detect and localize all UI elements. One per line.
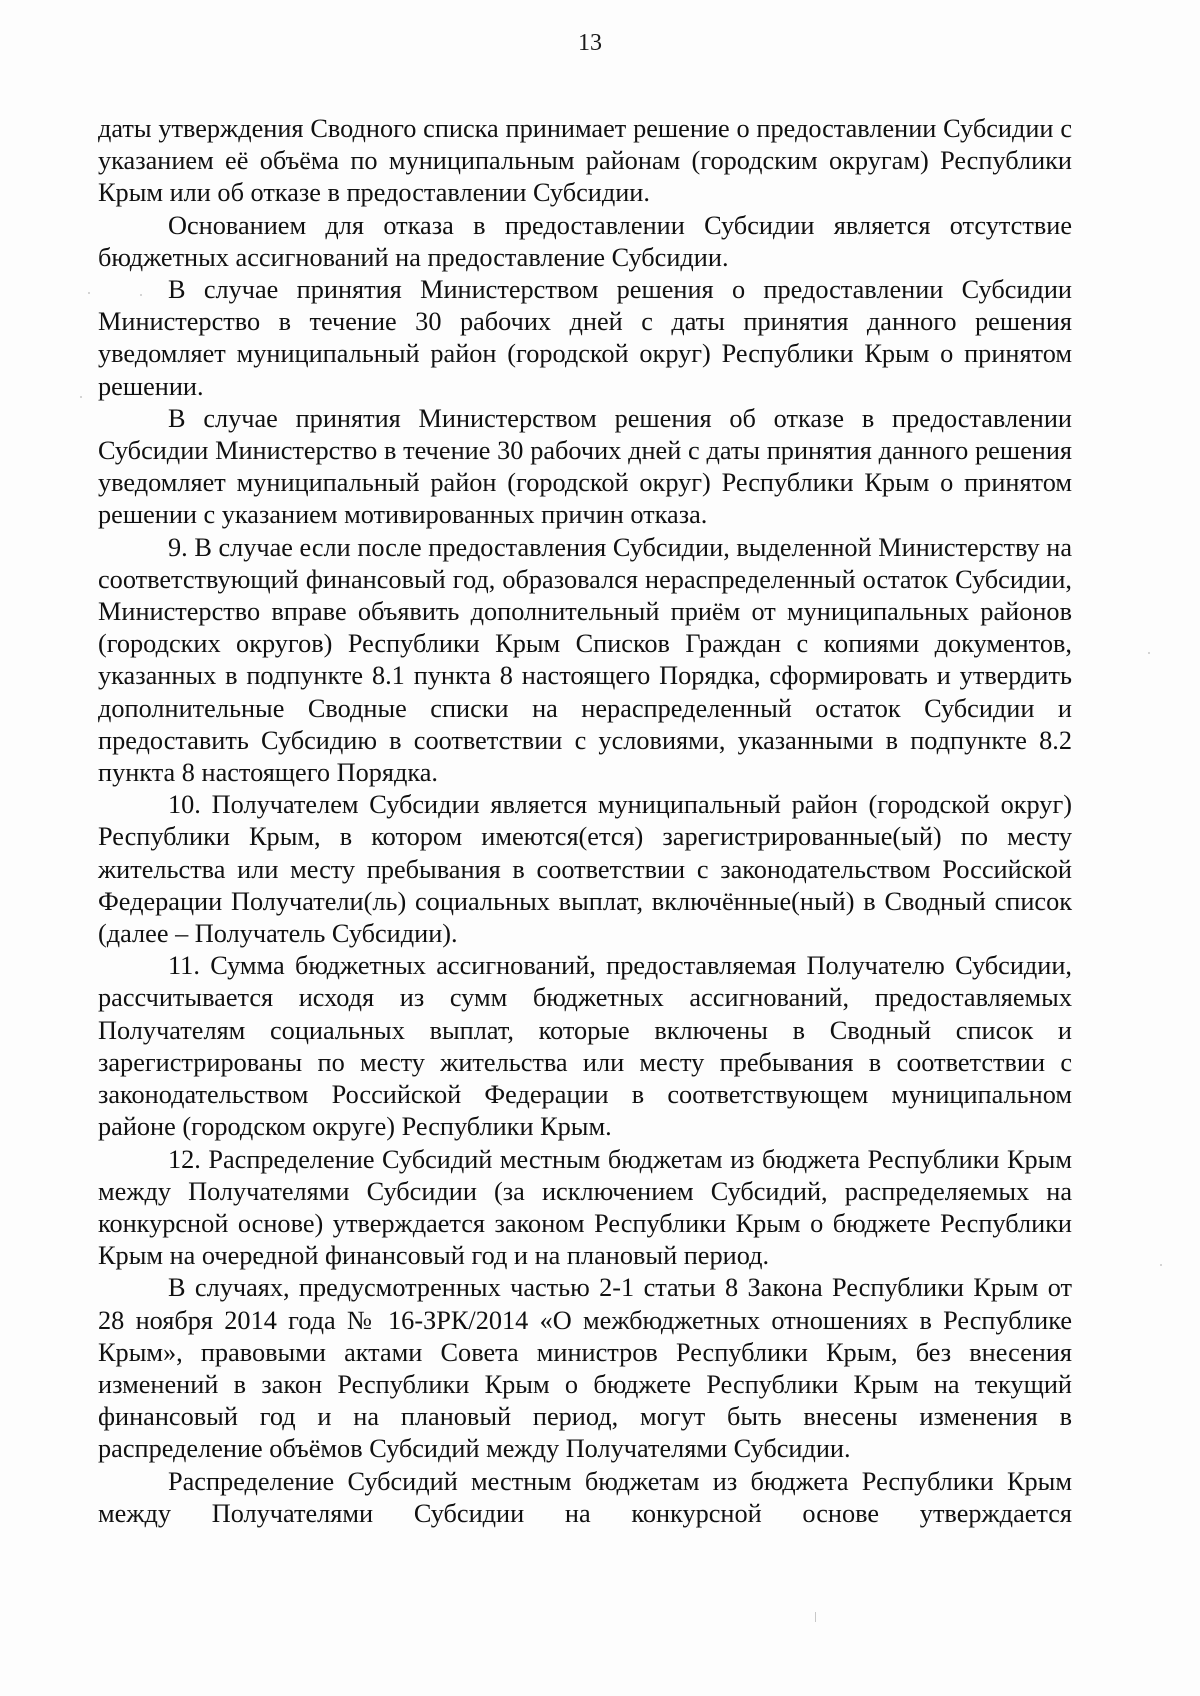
- paragraph: Основанием для отказа в предоставлении Субсидии является отсутствие бюджетных ассигнований на предоставление Субсидии.: [98, 210, 1072, 272]
- scan-speck: [1148, 652, 1150, 654]
- paragraph: 12. Распределение Субсидий местным бюджетам из бюджета Республики Крым между Получателями Субсидии (за исключением Субсидий, распределяемых на конкурсной основе) утверждается законом Республики Крым о бюджете Республики Крым на очередной финансовый год и на плановый период.: [98, 1144, 1072, 1271]
- scan-speck: [140, 294, 142, 296]
- scan-speck: [818, 1327, 820, 1329]
- paragraph: В случае принятия Министерством решения об отказе в предоставлении Субсидии Министерство в течение 30 рабочих дней с даты принятия данного решения уведомляет муниципальный район (городской округ) Республики Крым о принятом решении с указанием мотивированных причин отказа.: [98, 403, 1072, 530]
- paragraph: 11. Сумма бюджетных ассигнований, предоставляемая Получателю Субсидии, рассчитывается исходя из сумм бюджетных ассигнований, предоставляемых Получателям социальных выплат, которые включены в Сводный список и зарегистрированы по месту жительства или месту пребывания в соответствии с законодательством Российской Федерации в соответствующем муниципальном районе (городском округе) Республики Крым.: [98, 951, 1072, 1142]
- paragraph: В случае принятия Министерством решения о предоставлении Субсидии Министерство в течение 30 рабочих дней с даты принятия данного решения уведомляет муниципальный район (городской округ) Республики Крым о принятом решении.: [98, 275, 1072, 401]
- paragraph: 10. Получателем Субсидии является муниципальный район (городской округ) Республики Крым, в котором имеются(ется) зарегистрированные(ый) по месту жительства или месту пребывания в соответствии с законодательством Российской Федерации Получатели(ль) социальных выплат, включённые(ный) в Сводный список (далее – Получатель Субсидии).: [98, 790, 1072, 949]
- paragraph: даты утверждения Сводного списка принимает решение о предоставлении Субсидии с указанием её объёма по муниципальным районам (городским округам) Республики Крым или об отказе в предоставлении Субсидии.: [98, 114, 1072, 208]
- scan-speck: [80, 396, 82, 398]
- scan-speck: [1160, 1264, 1162, 1266]
- page-number: 13: [578, 30, 602, 56]
- scan-speck: [815, 1612, 816, 1622]
- paragraph: В случаях, предусмотренных частью 2-1 статьи 8 Закона Республики Крым от 28 ноября 2014 года № 16-ЗРК/2014 «О межбюджетных отношениях в Республике Крым», правовыми актами Совета министров Республики Крым, без внесения изменений в закон Республики Крым о бюджете Республики Крым на текущий финансовый год и на плановый период, могут быть внесены изменения в распределение объёмов Субсидий между Получателями Субсидии.: [98, 1273, 1072, 1464]
- paragraph: Распределение Субсидий местным бюджетам из бюджета Республики Крым между Получателями Субсидии на конкурсной основе утверждается: [98, 1466, 1072, 1528]
- scan-speck: [88, 292, 90, 294]
- document-body: [98, 113, 1072, 1530]
- paragraph: 9. В случае если после предоставления Субсидии, выделенной Министерству на соответствующий финансовый год, образовался нераспределенный остаток Субсидии, Министерство вправе объявить дополнительный приём от муниципальных районов (городских округов) Республики Крым Списков Граждан с копиями документов, указанных в подпункте 8.1 пункта 8 настоящего Порядка, сформировать и утвердить дополнительные Сводные списки на нераспределенный остаток Субсидии и предоставить Субсидию в соответствии с условиями, указанными в подпункте 8.2 пункта 8 настоящего Порядка.: [98, 532, 1072, 788]
